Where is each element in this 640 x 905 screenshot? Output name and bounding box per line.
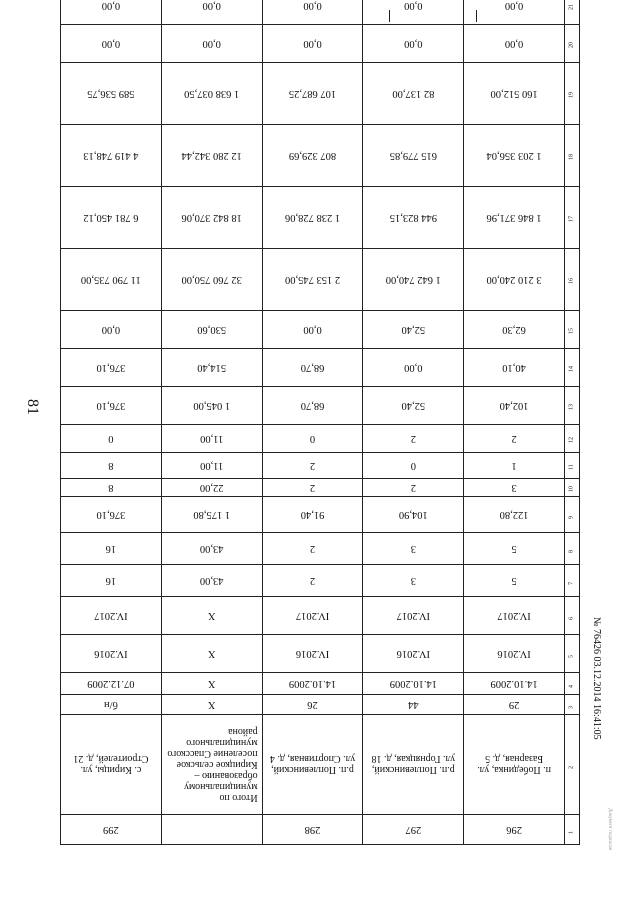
column-index: 19 — [541, 86, 603, 101]
table-cell: п. Побединка, ул. Базарная, д. 5 — [464, 715, 565, 815]
table-cell: 8 — [61, 453, 162, 479]
housing-data-table — [60, 0, 580, 845]
table-cell: 29 — [464, 695, 565, 715]
table-cell: 68,70 — [262, 387, 363, 425]
table-cell: 0,00 — [61, 311, 162, 349]
column-index: 8 — [556, 541, 588, 556]
table-cell: 44 — [363, 695, 464, 715]
table-cell: IV.2016 — [464, 635, 565, 673]
table-cell: 944 823,15 — [363, 187, 464, 249]
table-row — [61, 387, 580, 425]
table-cell: 0,00 — [464, 0, 565, 25]
table-row — [61, 695, 580, 715]
table-cell: 1 203 356,04 — [464, 125, 565, 187]
table-cell: 43,00 — [161, 565, 262, 597]
column-index: 14 — [553, 360, 591, 375]
table-cell: 52,40 — [363, 311, 464, 349]
table-cell: 32 760 750,00 — [161, 249, 262, 311]
table-row — [61, 125, 580, 187]
table-cell: 1 — [464, 453, 565, 479]
table-cell: 0,00 — [363, 0, 464, 25]
table-cell: 1 045,00 — [161, 387, 262, 425]
table-cell: 0,00 — [262, 25, 363, 63]
table-cell: X — [161, 695, 262, 715]
table-cell: 14.10.2009 — [464, 673, 565, 695]
table-cell: 14.10.2009 — [363, 673, 464, 695]
table-cell: 16 — [61, 533, 162, 565]
table-row — [61, 479, 580, 497]
column-index: 7 — [556, 573, 588, 588]
column-index: 1 — [557, 822, 587, 837]
table-cell: 68,70 — [262, 349, 363, 387]
table-cell: 0,00 — [464, 25, 565, 63]
table-cell: 2 — [262, 479, 363, 497]
table-cell: 376,10 — [61, 497, 162, 533]
table-cell: 6 781 450,12 — [61, 187, 162, 249]
table-cell: 07.12.2009 — [61, 673, 162, 695]
table-cell: 2 — [363, 425, 464, 453]
table-row — [61, 497, 580, 533]
column-index: 3 — [562, 697, 582, 712]
table-cell: IV.2016 — [262, 635, 363, 673]
table-cell: 16 — [61, 565, 162, 597]
table-cell: 1 846 371,96 — [464, 187, 565, 249]
table-cell: 615 779,85 — [363, 125, 464, 187]
table-cell: 12 280 342,44 — [161, 125, 262, 187]
table-cell: 104,90 — [363, 497, 464, 533]
column-index: 17 — [541, 210, 603, 225]
table-cell: 5 — [464, 533, 565, 565]
table-row — [61, 597, 580, 635]
table-cell: 0,00 — [161, 0, 262, 25]
table-cell: 3 — [464, 479, 565, 497]
table-cell: IV.2017 — [363, 597, 464, 635]
table-row — [61, 311, 580, 349]
table-cell: 3 — [363, 533, 464, 565]
column-index: 13 — [553, 398, 591, 413]
faint-signature-text: Документ подписан — [607, 808, 612, 851]
table-cell: 1 642 740,00 — [363, 249, 464, 311]
table-cell: 2 — [262, 565, 363, 597]
table-cell: 297 — [363, 815, 464, 845]
table-cell: X — [161, 673, 262, 695]
table-cell: 0,00 — [262, 0, 363, 25]
table-cell: IV.2017 — [262, 597, 363, 635]
table-cell: 0 — [262, 425, 363, 453]
table-row — [61, 249, 580, 311]
table-cell: 589 536,75 — [61, 63, 162, 125]
table-cell: 376,10 — [61, 349, 162, 387]
column-index: 11 — [559, 458, 585, 473]
table-cell: 52,40 — [363, 387, 464, 425]
table-cell: 122,80 — [464, 497, 565, 533]
table-row — [61, 25, 580, 63]
column-index: 12 — [558, 431, 586, 446]
table-cell: Итого по муниципальному образованию – Кирицкое сельское поселение Спасского муниципального района — [161, 715, 262, 815]
table-cell: 2 — [363, 479, 464, 497]
table-cell: 11,00 — [161, 425, 262, 453]
table-row — [61, 815, 580, 845]
table-cell: с. Кирицы, ул. Строителей, д. 21 — [61, 715, 162, 815]
table-cell: 0,00 — [161, 25, 262, 63]
table-cell: р.п. Поплевинский, ул. Спортивная, д. 4 — [262, 715, 363, 815]
column-index: 5 — [553, 646, 591, 661]
table-cell: 62,30 — [464, 311, 565, 349]
table-cell: 0,00 — [262, 311, 363, 349]
table-cell: 2 — [262, 533, 363, 565]
column-index: 21 — [553, 0, 591, 13]
table-cell: 107 687,25 — [262, 63, 363, 125]
document-stamp: № 76426 03.12.2014 16:41:05 — [591, 617, 602, 740]
table-cell: IV.2017 — [464, 597, 565, 635]
table-cell: X — [161, 635, 262, 673]
table-row — [61, 673, 580, 695]
table-cell: 3 210 240,00 — [464, 249, 565, 311]
table-cell: IV.2017 — [61, 597, 162, 635]
column-index: 18 — [541, 148, 603, 163]
column-index: 2 — [522, 757, 622, 772]
table-row — [61, 63, 580, 125]
table-cell: 5 — [464, 565, 565, 597]
rotated-table-container — [60, 0, 580, 845]
table-cell: 26 — [262, 695, 363, 715]
table-cell: 1 175,80 — [161, 497, 262, 533]
table-cell: 4 419 748,13 — [61, 125, 162, 187]
table-cell: 18 842 370,06 — [161, 187, 262, 249]
table-row — [61, 0, 580, 25]
table-cell: 40,10 — [464, 349, 565, 387]
table-cell: IV.2016 — [61, 635, 162, 673]
table-row — [61, 533, 580, 565]
table-cell: 1 238 728,06 — [262, 187, 363, 249]
table-cell: 299 — [61, 815, 162, 845]
table-cell: 22,00 — [161, 479, 262, 497]
page-number: 81 — [24, 399, 41, 415]
table-cell — [161, 815, 262, 845]
table-cell: 376,10 — [61, 387, 162, 425]
table-row — [61, 715, 580, 815]
table-cell: 160 512,00 — [464, 63, 565, 125]
table-cell: 2 — [262, 453, 363, 479]
table-cell: 807 329,69 — [262, 125, 363, 187]
table-cell: 514,40 — [161, 349, 262, 387]
table-cell: 530,60 — [161, 311, 262, 349]
column-index: 6 — [553, 608, 591, 623]
table-cell: 102,40 — [464, 387, 565, 425]
table-cell: 91,40 — [262, 497, 363, 533]
table-cell: 0 — [363, 453, 464, 479]
column-index: 15 — [553, 322, 591, 337]
table-row — [61, 425, 580, 453]
column-index: 4 — [561, 676, 583, 691]
table-row — [61, 349, 580, 387]
table-row — [61, 453, 580, 479]
column-index: 10 — [563, 480, 581, 495]
table-cell: 11 790 735,00 — [61, 249, 162, 311]
table-cell: б/н — [61, 695, 162, 715]
table-cell: IV.2016 — [363, 635, 464, 673]
table-row — [61, 187, 580, 249]
table-cell: X — [161, 597, 262, 635]
table-row — [61, 565, 580, 597]
table-cell: 2 — [464, 425, 565, 453]
column-index: 16 — [541, 272, 603, 287]
table-cell: 0,00 — [363, 349, 464, 387]
table-cell: 11,00 — [161, 453, 262, 479]
table-cell: 14.10.2009 — [262, 673, 363, 695]
table-cell: р.п. Поплевинский, ул. Горняцкая, д. 18 — [363, 715, 464, 815]
table-cell: 82 137,00 — [363, 63, 464, 125]
table-cell: 296 — [464, 815, 565, 845]
table-cell: 3 — [363, 565, 464, 597]
table-cell: 0,00 — [61, 25, 162, 63]
table-cell: 2 153 745,00 — [262, 249, 363, 311]
column-index: 9 — [554, 507, 590, 522]
table-cell: 8 — [61, 479, 162, 497]
table-cell: 0,00 — [363, 25, 464, 63]
table-cell: 298 — [262, 815, 363, 845]
column-index: 20 — [553, 36, 591, 51]
table-cell: 0,00 — [61, 0, 162, 25]
table-cell: 0 — [61, 425, 162, 453]
table-cell: 1 638 037,50 — [161, 63, 262, 125]
table-row — [61, 635, 580, 673]
table-cell: 43,00 — [161, 533, 262, 565]
